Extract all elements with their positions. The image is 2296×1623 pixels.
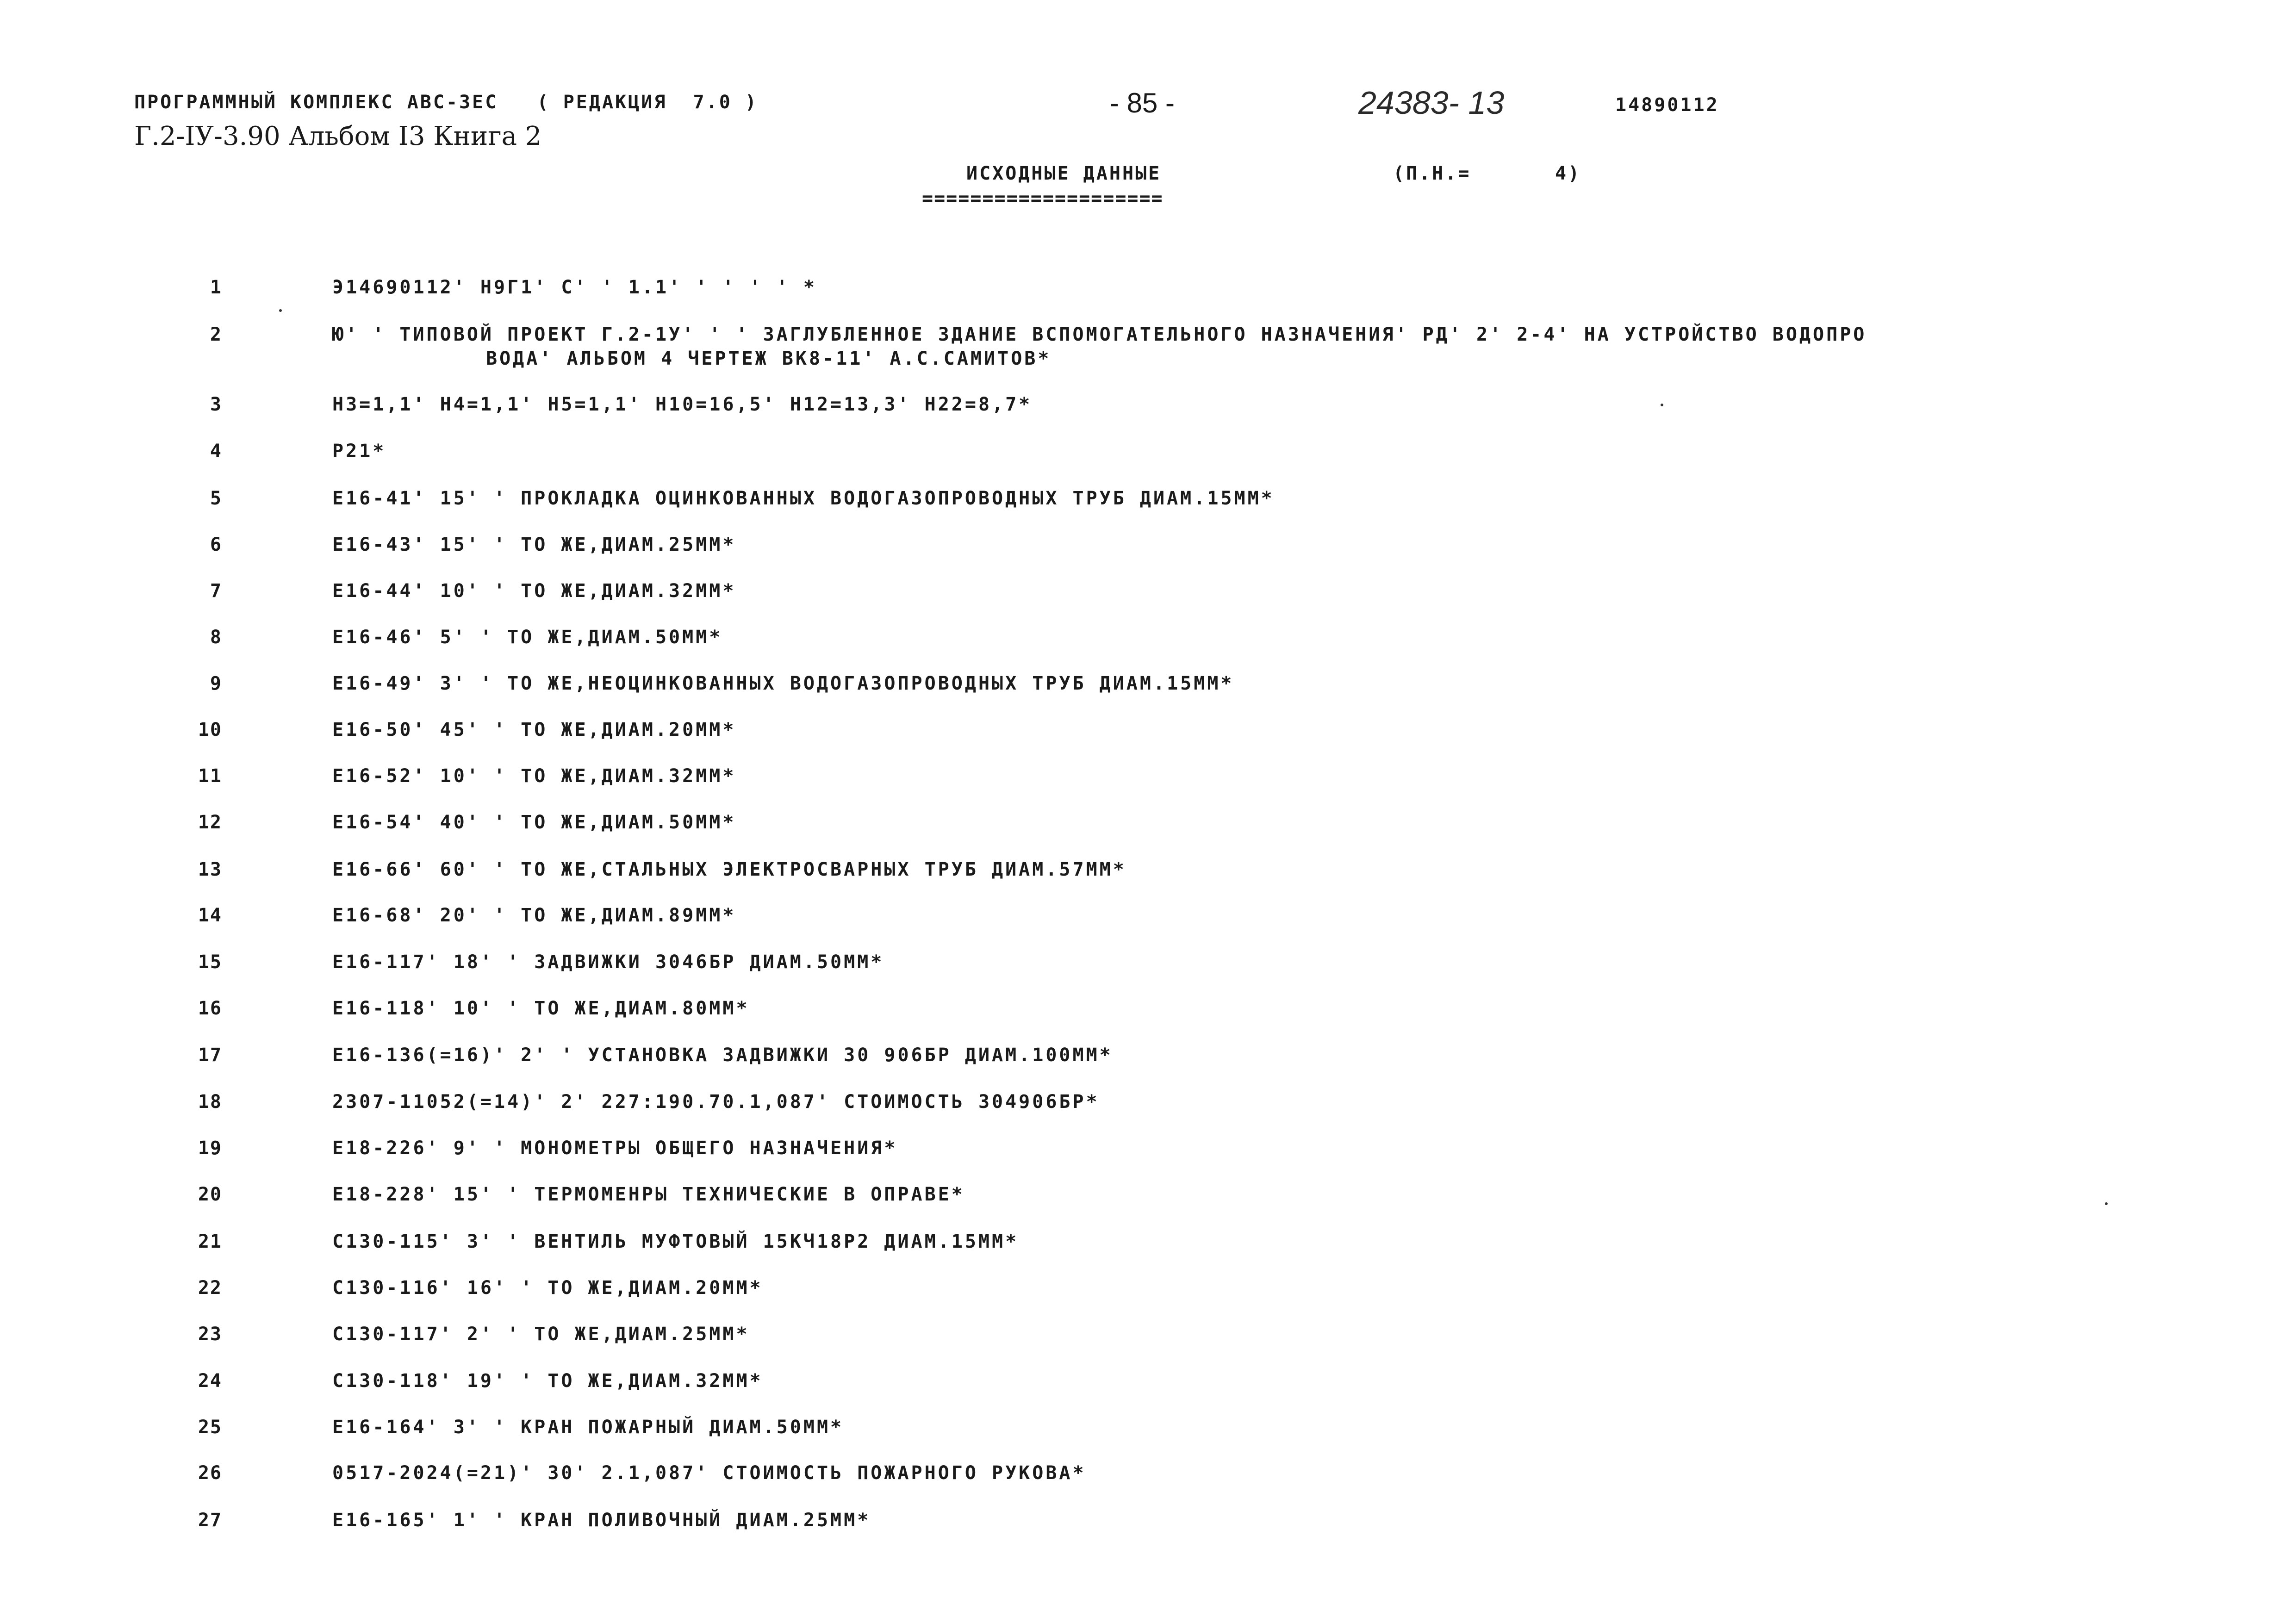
document-code: 14890112 xyxy=(1615,94,1719,116)
row-number: 18 xyxy=(198,1091,222,1113)
row-number: 13 xyxy=(198,859,222,880)
row-text: Е18-228' 15' ' ТЕРМОМЕНРЫ ТЕХНИЧЕСКИЕ В ОПРАВЕ* xyxy=(332,1184,965,1205)
row-number: 20 xyxy=(198,1184,222,1205)
row-number: 2 xyxy=(210,324,222,345)
row-text: С130-118' 19' ' ТО ЖЕ,ДИАМ.32ММ* xyxy=(332,1370,763,1392)
row-text: Е16-165' 1' ' КРАН ПОЛИВОЧНЫЙ ДИАМ.25ММ* xyxy=(332,1510,871,1531)
print-speck xyxy=(279,309,282,312)
row-number: 8 xyxy=(210,627,222,648)
row-text: С130-117' 2' ' ТО ЖЕ,ДИАМ.25ММ* xyxy=(332,1324,750,1345)
row-number: 14 xyxy=(198,905,222,926)
row-number: 24 xyxy=(198,1370,222,1392)
row-text: Е16-66' 60' ' ТО ЖЕ,СТАЛЬНЫХ ЭЛЕКТРОСВАРНЫХ ТРУБ ДИАМ.57ММ* xyxy=(332,859,1126,880)
row-text: Е16-68' 20' ' ТО ЖЕ,ДИАМ.89ММ* xyxy=(332,905,736,926)
row-number: 6 xyxy=(210,534,222,555)
row-text: Е16-52' 10' ' ТО ЖЕ,ДИАМ.32ММ* xyxy=(332,765,736,787)
program-header: ПРОГРАММНЫЙ КОМПЛЕКС АВС-3ЕС ( РЕДАКЦИЯ 7.0 ) xyxy=(134,92,758,113)
row-number: 7 xyxy=(210,580,222,602)
row-number: 11 xyxy=(198,765,222,787)
row-text: Н3=1,1' Н4=1,1' Н5=1,1' Н10=16,5' Н12=13,3' Н22=8,7* xyxy=(332,394,1033,415)
row-number: 5 xyxy=(210,488,222,509)
row-text: С130-116' 16' ' ТО ЖЕ,ДИАМ.20ММ* xyxy=(332,1277,763,1299)
row-text: Е16-49' 3' ' ТО ЖЕ,НЕОЦИНКОВАННЫХ ВОДОГАЗОПРОВОДНЫХ ТРУБ ДИАМ.15ММ* xyxy=(332,673,1234,694)
row-number: 12 xyxy=(198,812,222,833)
row-text: 2307-11052(=14)' 2' 227:190.70.1,087' СТОИМОСТЬ 304906БР* xyxy=(332,1091,1100,1113)
row-text: Э14690112' Н9Г1' С' ' 1.1' ' ' ' ' * xyxy=(332,277,817,298)
document-number: 24383- 13 xyxy=(1358,85,1505,121)
row-number: 1 xyxy=(210,277,222,298)
row-text: Е16-118' 10' ' ТО ЖЕ,ДИАМ.80ММ* xyxy=(332,998,750,1019)
row-text: 0517-2024(=21)' 30' 2.1,087' СТОИМОСТЬ ПОЖАРНОГО РУКОВА* xyxy=(332,1462,1086,1484)
print-speck xyxy=(2105,1202,2108,1205)
pn-label: (П.Н.= xyxy=(1393,163,1471,184)
row-text: Е16-54' 40' ' ТО ЖЕ,ДИАМ.50ММ* xyxy=(332,812,736,833)
row-text-continuation: ВОДА' АЛЬБОМ 4 ЧЕРТЕЖ ВК8-11' А.С.САМИТОВ* xyxy=(486,348,1052,369)
row-number: 9 xyxy=(210,673,222,694)
row-number: 25 xyxy=(198,1417,222,1438)
section-title: ИСХОДНЫЕ ДАННЫЕ xyxy=(966,163,1162,184)
row-text: Е16-136(=16)' 2' ' УСТАНОВКА ЗАДВИЖКИ 30 906БР ДИАМ.100ММ* xyxy=(332,1045,1113,1066)
row-text: Ю' ' ТИПОВОЙ ПРОЕКТ Г.2-1У' ' ' ЗАГЛУБЛЕННОЕ ЗДАНИЕ ВСПОМОГАТЕЛЬНОГО НАЗНАЧЕНИЯ' РД' 2' 2-4' НА УСТРОЙСТВО ВОДОПРО xyxy=(332,324,1867,345)
page-number: - 85 - xyxy=(1110,87,1175,118)
print-speck xyxy=(1661,404,1663,406)
row-number: 22 xyxy=(198,1277,222,1299)
row-text: Е16-43' 15' ' ТО ЖЕ,ДИАМ.25ММ* xyxy=(332,534,736,555)
row-number: 19 xyxy=(198,1138,222,1159)
pn-value: 4) xyxy=(1555,163,1581,184)
row-text: Е16-117' 18' ' ЗАДВИЖКИ 3046БР ДИАМ.50ММ* xyxy=(332,951,884,973)
row-number: 21 xyxy=(198,1231,222,1252)
row-number: 23 xyxy=(198,1324,222,1345)
row-text: С130-115' 3' ' ВЕНТИЛЬ МУФТОВЫЙ 15КЧ18Р2 ДИАМ.15ММ* xyxy=(332,1231,1019,1252)
row-number: 26 xyxy=(198,1462,222,1484)
row-number: 17 xyxy=(198,1045,222,1066)
row-text: Е18-226' 9' ' МОНОМЕТРЫ ОБЩЕГО НАЗНАЧЕНИЯ* xyxy=(332,1138,898,1159)
row-text: Е16-41' 15' ' ПРОКЛАДКА ОЦИНКОВАННЫХ ВОДОГАЗОПРОВОДНЫХ ТРУБ ДИАМ.15ММ* xyxy=(332,488,1275,509)
row-text: Р21* xyxy=(332,441,386,462)
row-number: 4 xyxy=(210,441,222,462)
row-text: Е16-44' 10' ' ТО ЖЕ,ДИАМ.32ММ* xyxy=(332,580,736,602)
row-number: 27 xyxy=(198,1510,222,1531)
album-reference: Г.2-IУ-3.90 Альбом I3 Книга 2 xyxy=(134,121,542,151)
title-underline: ==================== xyxy=(922,188,1164,209)
row-text: Е16-50' 45' ' ТО ЖЕ,ДИАМ.20ММ* xyxy=(332,719,736,740)
row-number: 3 xyxy=(210,394,222,415)
row-number: 16 xyxy=(198,998,222,1019)
row-number: 15 xyxy=(198,951,222,973)
row-text: Е16-46' 5' ' ТО ЖЕ,ДИАМ.50ММ* xyxy=(332,627,723,648)
row-number: 10 xyxy=(198,719,222,740)
row-text: Е16-164' 3' ' КРАН ПОЖАРНЫЙ ДИАМ.50ММ* xyxy=(332,1417,844,1438)
